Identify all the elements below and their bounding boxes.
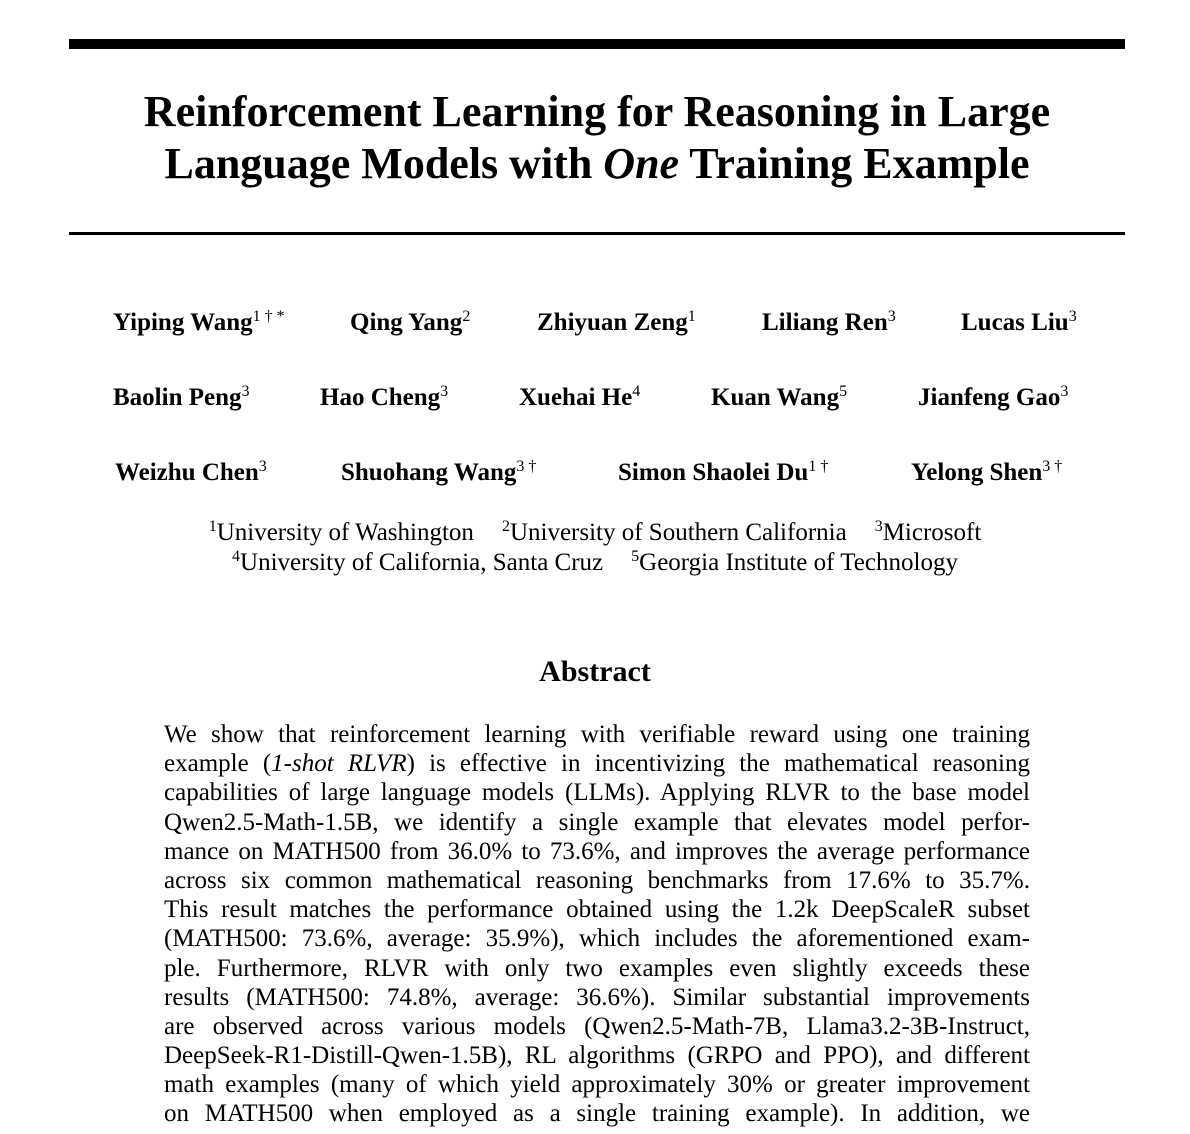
- abstract-line: mance on MATH500 from 36.0% to 73.6%, and improves the average performance: [164, 837, 1030, 865]
- abstract-body: [164, 720, 1030, 1129]
- author: [918, 383, 1068, 413]
- author-marks: 3: [1068, 308, 1077, 325]
- affiliation-number: 4: [232, 548, 241, 565]
- author-name: Simon Shaolei Du: [618, 459, 809, 486]
- affiliation-name: University of California, Santa Cruz: [240, 549, 604, 576]
- author: [115, 458, 267, 488]
- affiliation-name: Georgia Institute of Technology: [639, 549, 958, 576]
- affiliation-number: 2: [501, 518, 510, 535]
- title-line-1: Reinforcement Learning for Reasoning in Large: [143, 87, 1051, 136]
- title-bottom-rule: [69, 232, 1125, 235]
- abstract-line: capabilities of large language models (LLMs). Applying RLVR to the base model: [164, 779, 1030, 807]
- author: [911, 458, 1062, 488]
- author: [711, 383, 847, 413]
- affiliation-number: 3: [874, 518, 883, 535]
- author: [618, 458, 828, 488]
- author-name: Liliang Ren: [762, 309, 888, 336]
- author: [762, 308, 896, 338]
- affiliation-name: University of Southern California: [509, 519, 847, 546]
- abstract-line: math examples (many of which yield approximately 30% or greater improvement: [164, 1071, 1030, 1099]
- abstract-heading: Abstract: [539, 655, 651, 688]
- abstract-line: We show that reinforcement learning with verifiable reward using one training: [164, 721, 1030, 748]
- title-top-rule: [69, 39, 1125, 49]
- author: [113, 308, 285, 338]
- author: [320, 383, 448, 413]
- affiliations-line-2: [0, 548, 1190, 578]
- author-name: Baolin Peng: [113, 384, 242, 411]
- abstract-line: are observed across various models (Qwen2.5-Math-7B, Llama3.2-3B-Instruct,: [164, 1012, 1030, 1040]
- author-name: Hao Cheng: [320, 384, 441, 411]
- author-name: Jianfeng Gao: [918, 384, 1061, 411]
- author: [519, 383, 640, 413]
- author-name: Zhiyuan Zeng: [537, 309, 688, 336]
- author-marks: 3: [1060, 383, 1069, 400]
- abstract-line: (MATH500: 73.6%, average: 35.9%), which includes the aforementioned exam-: [164, 925, 1030, 953]
- author-marks: 5: [839, 383, 848, 400]
- author-marks: 2: [462, 308, 471, 325]
- author-name: Yiping Wang: [113, 309, 253, 336]
- author-marks: 3: [887, 308, 896, 325]
- author-marks: 1: [687, 308, 696, 325]
- author-marks: 3: [241, 383, 250, 400]
- author-marks: 3 †: [1042, 458, 1063, 475]
- abstract-line: This result matches the performance obtained using the 1.2k DeepScaleR subset: [164, 896, 1030, 924]
- affiliation-number: 1: [208, 518, 217, 535]
- author-marks: 3 †: [516, 458, 537, 475]
- abstract-line: DeepSeek-R1-Distill-Qwen-1.5B), RL algorithms (GRPO and PPO), and different: [164, 1042, 1030, 1070]
- abstract-line: ple. Furthermore, RLVR with only two examples even slightly exceeds these: [164, 954, 1030, 982]
- abstract-line: example (1-shot RLVR) is effective in incentivizing the mathematical reasoning: [164, 750, 1030, 778]
- title-line-2-pre: Language Models with: [164, 139, 604, 188]
- abstract-line: results (MATH500: 74.8%, average: 36.6%). Similar substantial improvements: [164, 983, 1030, 1011]
- author-name: Yelong Shen: [911, 459, 1043, 486]
- author-name: Kuan Wang: [711, 384, 840, 411]
- author: [341, 458, 536, 488]
- author-name: Weizhu Chen: [115, 459, 259, 486]
- author-name: Xuehai He: [519, 384, 633, 411]
- author-marks: 1 † *: [252, 308, 285, 325]
- author: [113, 383, 250, 413]
- author-marks: 1 †: [808, 458, 829, 475]
- author-name: Lucas Liu: [961, 309, 1069, 336]
- affiliations-line-1: [0, 518, 1190, 548]
- affiliation-number: 5: [631, 548, 640, 565]
- title-emphasis: One: [603, 139, 680, 188]
- abstract-line: Qwen2.5-Math-1.5B, we identify a single example that elevates model perfor-: [164, 808, 1030, 836]
- author-marks: 3: [440, 383, 449, 400]
- author-marks: 3: [258, 458, 267, 475]
- abstract-line: across six common mathematical reasoning benchmarks from 17.6% to 35.7%.: [164, 866, 1030, 894]
- title-line-2-post: Training Example: [679, 139, 1030, 188]
- author: [350, 308, 470, 338]
- author: [537, 308, 696, 338]
- author: [961, 308, 1077, 338]
- author-name: Shuohang Wang: [341, 459, 517, 486]
- paper-title: [69, 86, 1125, 190]
- author-name: Qing Yang: [350, 309, 463, 336]
- abstract-line: on MATH500 when employed as a single training example). In addition, we: [164, 1100, 1030, 1128]
- affiliation-name: Microsoft: [882, 519, 982, 546]
- author-marks: 4: [632, 383, 641, 400]
- affiliation-name: University of Washington: [216, 519, 474, 546]
